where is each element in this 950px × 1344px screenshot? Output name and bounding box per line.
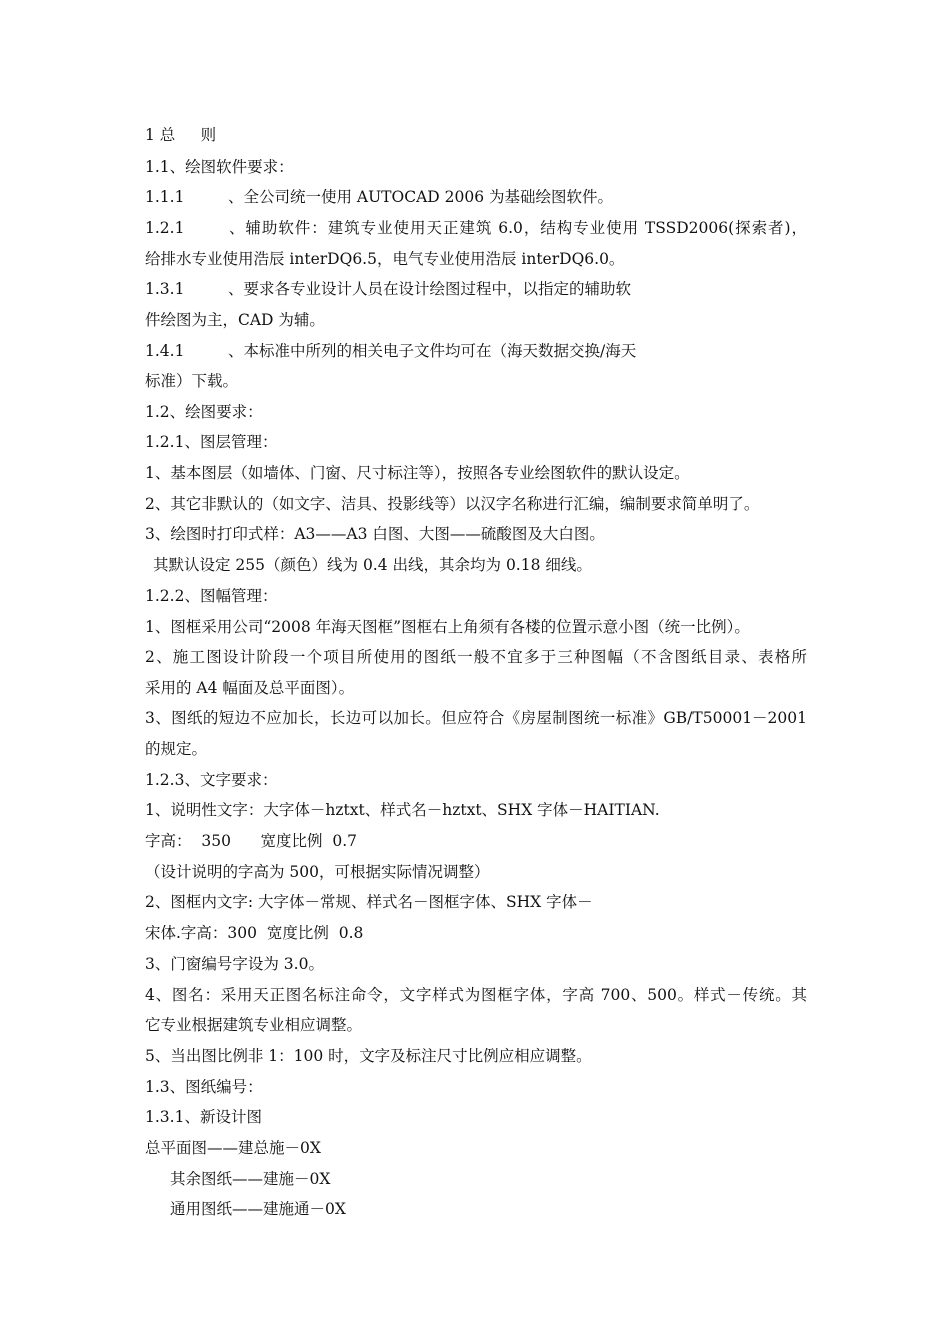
paragraph-frame-2: 2、施工图设计阶段一个项目所使用的图纸一般不宜多于三种图幅（不含图纸目录、表格所 bbox=[145, 648, 807, 666]
section-1-2-heading: 1.2、绘图要求： bbox=[145, 403, 263, 421]
paragraph-text-1-height: 字高： 350 宽度比例 0.7 bbox=[145, 832, 358, 850]
item-1-4-1-continuation: 标准）下载。 bbox=[145, 372, 239, 390]
paragraph-text-2: 2、图框内文字: 大字体－常规、样式名－图框字体、SHX 字体－ bbox=[145, 893, 593, 911]
item-number: 1.4.1 bbox=[145, 342, 185, 360]
section-1-1-heading: 1.1、绘图软件要求： bbox=[145, 158, 294, 176]
item-1-4-1 bbox=[145, 341, 636, 361]
item-number: 1.1.1 bbox=[145, 188, 185, 206]
numbering-site-plan: 总平面图——建总施－0X bbox=[145, 1139, 321, 1157]
item-text: 、本标准中所列的相关电子文件均可在（海天数据交换/海天 bbox=[228, 342, 637, 360]
numbering-common-drawings: 通用图纸——建施通－0X bbox=[170, 1200, 346, 1218]
paragraph-text-1-note: （设计说明的字高为 500，可根据实际情况调整） bbox=[145, 863, 490, 881]
item-number: 1.2.1 bbox=[145, 219, 185, 237]
item-1-3-1 bbox=[145, 279, 631, 299]
section-1-3-1-heading: 1.3.1、新设计图 bbox=[145, 1108, 262, 1126]
section-1-2-1-heading: 1.2.1、图层管理： bbox=[145, 433, 278, 451]
paragraph-frame-3: 3、图纸的短边不应加长，长边可以加长。但应符合《房屋制图统一标准》GB/T50001－2001 bbox=[145, 709, 807, 727]
paragraph-text-5: 5、当出图比例非 1：100 时，文字及标注尺寸比例应相应调整。 bbox=[145, 1047, 592, 1065]
paragraph-text-4-continuation: 它专业根据建筑专业相应调整。 bbox=[145, 1016, 363, 1034]
item-text: 、全公司统一使用 AUTOCAD 2006 为基础绘图软件。 bbox=[228, 188, 614, 206]
item-1-1-1 bbox=[145, 187, 613, 207]
section-1-3-heading: 1.3、图纸编号： bbox=[145, 1078, 263, 1096]
paragraph-text-3: 3、门窗编号字设为 3.0。 bbox=[145, 955, 324, 973]
item-text: 、辅助软件：建筑专业使用天正建筑 6.0，结构专业使用 TSSD2006(探索者)， bbox=[228, 219, 807, 237]
paragraph-frame-2-continuation: 采用的 A4 幅面及总平面图）。 bbox=[145, 679, 355, 697]
paragraph-text-4: 4、图名：采用天正图名标注命令，文字样式为图框字体，字高 700、500。样式－传统。其 bbox=[145, 986, 807, 1004]
item-1-2-1-continuation: 给排水专业使用浩辰 interDQ6.5，电气专业使用浩辰 interDQ6.0。 bbox=[145, 250, 625, 268]
paragraph-layer-1: 1、基本图层（如墙体、门窗、尺寸标注等），按照各专业绘图软件的默认设定。 bbox=[145, 464, 690, 482]
paragraph-text-2-continuation: 宋体.字高：300 宽度比例 0.8 bbox=[145, 924, 364, 942]
numbering-other-drawings: 其余图纸——建施－0X bbox=[170, 1170, 331, 1188]
paragraph-layer-2: 2、其它非默认的（如文字、洁具、投影线等）以汉字名称进行汇编，编制要求简单明了。 bbox=[145, 495, 760, 513]
chapter-title: 1 总 则 bbox=[145, 126, 217, 144]
paragraph-frame-1: 1、图框采用公司“2008 年海天图框”图框右上角须有各楼的位置示意小图（统一比例）。 bbox=[145, 618, 750, 636]
item-1-3-1-continuation: 件绘图为主，CAD 为辅。 bbox=[145, 311, 325, 329]
paragraph-layer-3: 3、绘图时打印式样：A3——A3 白图、大图——硫酸图及大白图。 bbox=[145, 525, 605, 543]
section-1-2-3-heading: 1.2.3、文字要求： bbox=[145, 771, 278, 789]
item-number: 1.3.1 bbox=[145, 280, 185, 298]
paragraph-frame-3-continuation: 的规定。 bbox=[145, 740, 208, 758]
item-1-2-1 bbox=[145, 218, 807, 238]
paragraph-text-1: 1、说明性文字：大字体－hztxt、样式名－hztxt、SHX 字体－HAITIAN. bbox=[145, 801, 660, 819]
section-1-2-2-heading: 1.2.2、图幅管理： bbox=[145, 587, 278, 605]
paragraph-layer-4: 其默认设定 255（颜色）线为 0.4 出线，其余均为 0.18 细线。 bbox=[153, 556, 592, 574]
item-text: 、要求各专业设计人员在设计绘图过程中，以指定的辅助软 bbox=[228, 280, 632, 298]
